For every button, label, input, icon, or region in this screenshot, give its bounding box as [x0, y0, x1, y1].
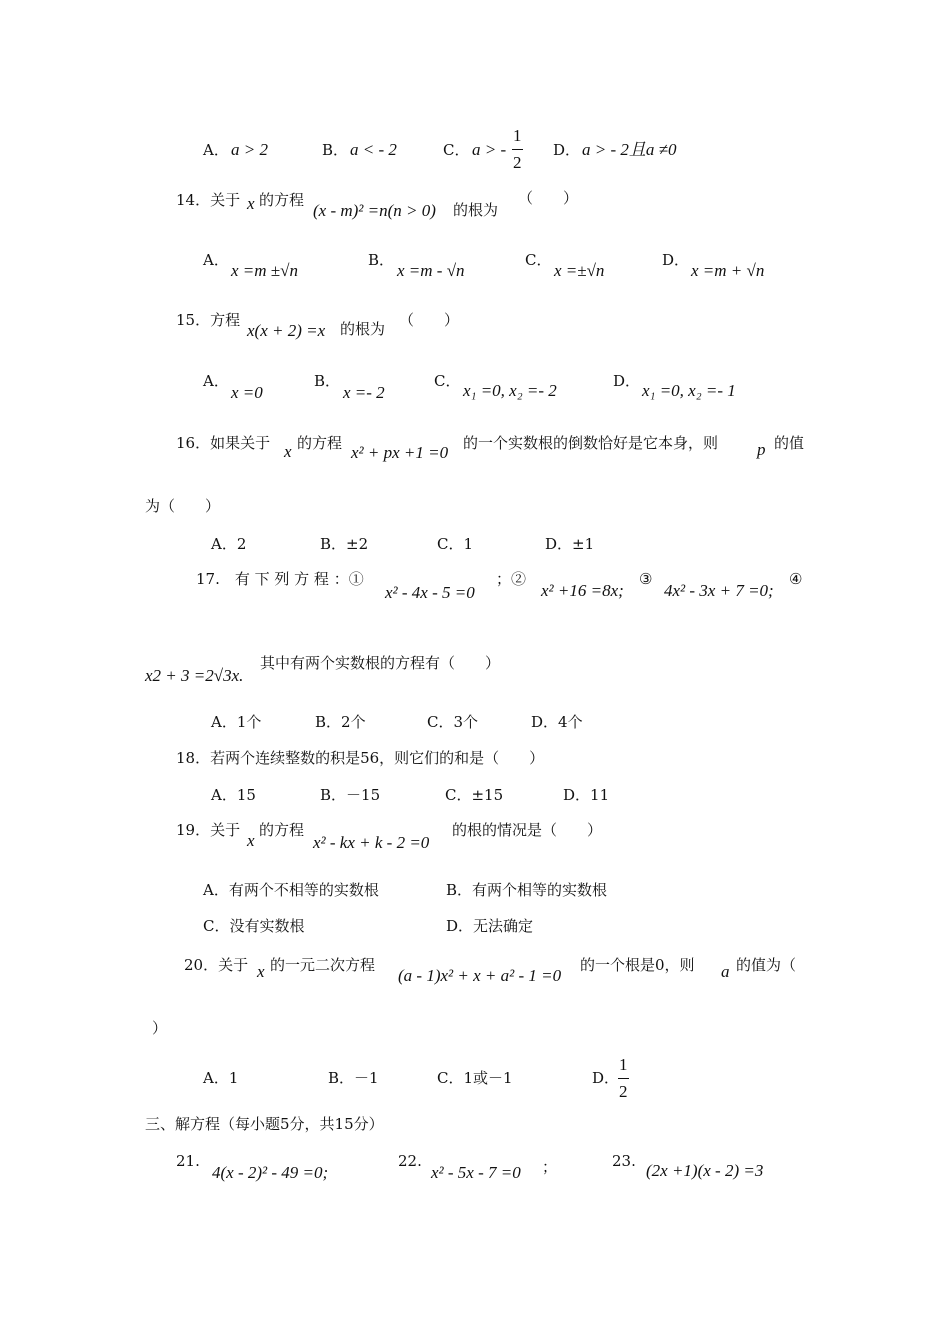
q16-option-b: B．±2: [320, 535, 369, 553]
q15-option-a-expr: x =0: [231, 383, 263, 402]
q19-stem-c: 的根的情况是（ ）: [452, 821, 603, 839]
q14-answer-paren: （ ）: [518, 189, 579, 207]
q14-stem-b: 的方程: [259, 191, 305, 209]
q20-stem-b: 的一元二次方程: [270, 956, 376, 974]
q20-stem-c: 的一个根是0，则: [580, 956, 695, 974]
q13-option-a-expr: a > 2: [231, 140, 268, 159]
q22-equation: x² - 5x - 7 =0: [431, 1163, 521, 1182]
q14-var: x: [247, 194, 255, 213]
q13-option-c-expr: a > -: [472, 140, 507, 159]
fraction-bar: [512, 149, 523, 150]
q20-option-d-label: D．: [592, 1069, 620, 1087]
q14-option-b-label: B．: [368, 251, 395, 269]
q14-option-d-expr: x =m + √n: [691, 261, 765, 280]
q17-equation-4: x2 + 3 =2√3x.: [145, 666, 244, 685]
q13-option-c-label: C．: [443, 141, 470, 159]
q20-var-a: a: [721, 962, 730, 981]
q16-option-d: D．±1: [545, 535, 595, 553]
fraction-numerator: 1: [513, 126, 522, 145]
q20-option-b: B．－1: [328, 1069, 379, 1087]
q17-circled-3: ③: [639, 570, 653, 588]
q19-option-d: D．无法确定: [446, 917, 534, 935]
q14-equation: (x - m)² =n(n > 0): [313, 201, 436, 220]
q20-equation: (a - 1)x² + x + a² - 1 =0: [398, 966, 562, 985]
q19-option-c: C．没有实数根: [203, 917, 305, 935]
q20-option-d-fraction: [618, 1055, 629, 1102]
q15-option-d-expr: x₁ =0, x₂ =- 1: [642, 381, 736, 400]
q19-option-a: A．有两个不相等的实数根: [203, 881, 379, 899]
q17-equation-1: x² - 4x - 5 =0: [385, 583, 475, 602]
q19-var: x: [247, 831, 255, 850]
q13-option-b-label: B．: [322, 141, 349, 159]
q17-option-b: B．2个: [315, 713, 366, 731]
q14-option-a-label: A．: [203, 251, 229, 269]
q16-var-x: x: [284, 442, 292, 461]
q17-option-d: D．4个: [531, 713, 583, 731]
q13-option-a-label: A．: [203, 141, 229, 159]
q15-answer-paren: （ ）: [399, 311, 460, 329]
q22-end-mark: ；: [542, 1158, 558, 1176]
q19-option-b: B．有两个相等的实数根: [446, 881, 608, 899]
q18-option-b: B．－15: [320, 786, 381, 804]
q21-equation: 4(x - 2)² - 49 =0;: [212, 1163, 329, 1182]
fraction-bar: [618, 1078, 629, 1079]
q13-option-c-fraction: [512, 126, 523, 173]
q17-separator-1: ；②: [496, 570, 527, 588]
q19-stem-a: 19．关于: [176, 821, 241, 839]
q18-option-d: D．11: [563, 786, 610, 804]
q14-option-c-expr: x =±√n: [554, 261, 605, 280]
q15-equation: x(x + 2) =x: [247, 321, 326, 340]
q16-equation: x² + px +1 =0: [351, 443, 449, 462]
q14-stem-a: 14．关于: [176, 191, 241, 209]
q16-stem-a: 16．如果关于: [176, 434, 271, 452]
q15-option-c-expr: x₁ =0, x₂ =- 2: [463, 381, 557, 400]
q23-number: 23.: [612, 1152, 636, 1170]
q18-stem: 18．若两个连续整数的积是56，则它们的和是（ ）: [176, 749, 545, 767]
q16-stem-b: 的方程: [297, 434, 343, 452]
q20-stem-a: 20．关于: [184, 956, 249, 974]
section-3-heading: 三、解方程（每小题5分，共15分）: [145, 1115, 384, 1133]
q19-stem-b: 的方程: [259, 821, 305, 839]
q17-circled-4: ④: [789, 570, 803, 588]
q14-option-c-label: C．: [525, 251, 552, 269]
q16-stem-e: 为（ ）: [145, 497, 221, 515]
q17-equation-2: x² +16 =8x;: [541, 581, 624, 600]
q15-option-b-expr: x =- 2: [343, 383, 385, 402]
q15-stem-b: 的根为: [340, 320, 386, 338]
q14-option-b-expr: x =m - √n: [397, 261, 465, 280]
q17-equation-3: 4x² - 3x + 7 =0;: [664, 581, 774, 600]
q19-equation: x² - kx + k - 2 =0: [313, 833, 430, 852]
q15-option-c-label: C．: [434, 372, 461, 390]
q17-stem-b: 其中有两个实数根的方程有（ ）: [260, 654, 501, 672]
q20-stem-e: ）: [152, 1019, 168, 1037]
q14-option-d-label: D．: [662, 251, 690, 269]
q15-option-d-label: D．: [613, 372, 641, 390]
q16-option-a: A．2: [211, 535, 247, 553]
q20-option-a: A．1: [203, 1069, 239, 1087]
q16-var-p: p: [757, 440, 766, 459]
q15-option-a-label: A．: [203, 372, 229, 390]
fraction-denominator: 2: [619, 1082, 628, 1101]
q20-stem-d: 的值为（: [736, 956, 797, 974]
q13-option-b-expr: a < - 2: [350, 140, 397, 159]
q16-stem-c: 的一个实数根的倒数恰好是它本身，则: [463, 434, 719, 452]
q13-option-d-label: D．: [553, 141, 581, 159]
q20-option-c: C．1或－1: [437, 1069, 513, 1087]
q18-option-c: C．±15: [445, 786, 504, 804]
q14-stem-c: 的根为: [453, 201, 499, 219]
q15-stem: 15．方程: [176, 311, 241, 329]
q22-number: 22.: [398, 1152, 422, 1170]
q16-stem-d: 的值: [774, 434, 805, 452]
q23-equation: (2x +1)(x - 2) =3: [646, 1161, 764, 1180]
q18-option-a: A．15: [211, 786, 256, 804]
q17-option-c: C．3个: [427, 713, 479, 731]
q17-option-a: A．1个: [211, 713, 262, 731]
fraction-numerator: 1: [619, 1055, 628, 1074]
q21-number: 21.: [176, 1152, 200, 1170]
q13-option-d-expr: a > - 2且a ≠0: [582, 140, 677, 159]
q16-option-c: C．1: [437, 535, 474, 553]
q17-stem-a: 17. 有 下 列 方 程 ：①: [196, 570, 364, 588]
q20-var-x: x: [257, 962, 265, 981]
fraction-denominator: 2: [513, 153, 522, 172]
q14-option-a-expr: x =m ±√n: [231, 261, 298, 280]
q15-option-b-label: B．: [314, 372, 341, 390]
